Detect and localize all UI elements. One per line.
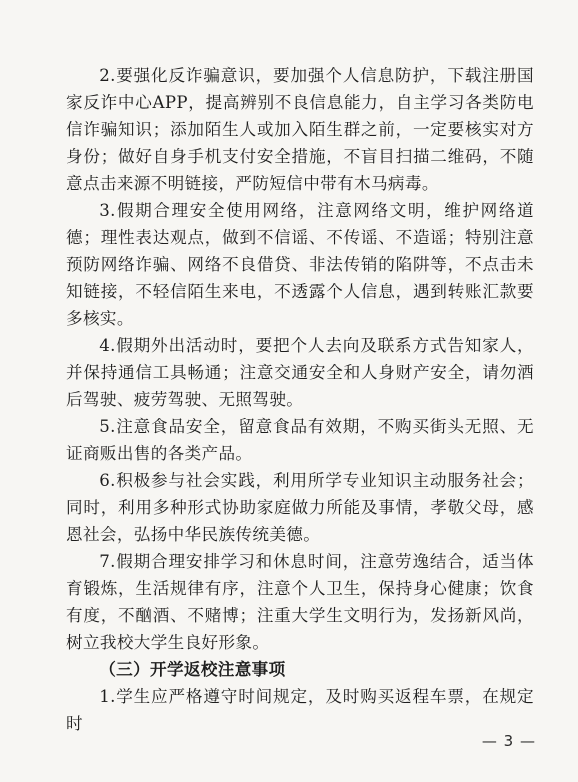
paragraph-travel-safety: 4.假期外出活动时，要把个人去向及联系方式告知家人，并保持通信工具畅通；注意交通安全和人身财产安全，请勿酒后驾驶、疲劳驾驶、无照驾驶。 [66, 336, 534, 409]
paragraph-food-safety: 5.注意食品安全，留意食品有效期，不购买街头无照、无证商贩出售的各类产品。 [66, 417, 534, 463]
paragraph-network-safety: 3.假期合理安全使用网络，注意网络文明，维护网络道德；理性表达观点，做到不信谣、不传谣、不造谣；特别注意预防网络诈骗、网络不良借贷、非法传销的陷阱等，不点击未知链接，不轻信陌生来电，不透露个人信息，遇到转账汇款要多核实。 [66, 201, 534, 328]
paragraph-social-practice: 6.积极参与社会实践，利用所学专业知识主动服务社会；同时，利用多种形式协助家庭做力所能及事情，孝敬父母，感恩社会，弘扬中华民族传统美德。 [66, 471, 534, 544]
page-number: — 3 — [481, 732, 536, 750]
paragraph-return-time: 1.学生应严格遵守时间规定，及时购买返程车票，在规定时 [66, 687, 534, 733]
paragraph-anti-fraud: 2.要强化反诈骗意识，要加强个人信息防护，下载注册国家反诈中心APP，提高辨别不良信息能力，自主学习各类防电信诈骗知识；添加陌生人或加入陌生群之前，一定要核实对方身份；做好自身手机支付安全措施，不盲目扫描二维码，不随意点击来源不明链接，严防短信中带有木马病毒。 [66, 66, 534, 193]
document-body [66, 62, 534, 737]
section-heading: （三）开学返校注意事项 [99, 659, 286, 679]
paragraph-study-rest: 7.假期合理安排学习和休息时间，注意劳逸结合，适当体育锻炼，生活规律有序，注意个人卫生，保持身心健康；饮食有度，不酗酒、不赌博；注重大学生文明行为，发扬新风尚，树立我校大学生良好形象。 [66, 552, 534, 652]
